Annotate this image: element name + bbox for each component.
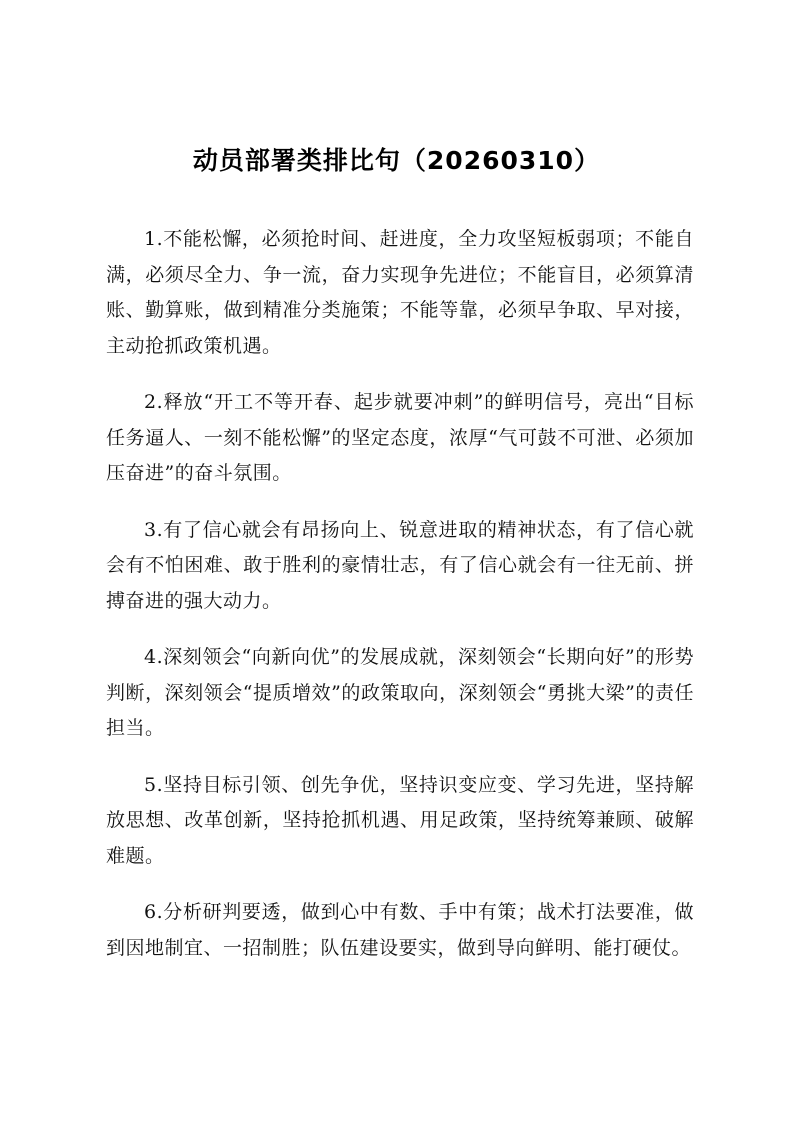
- paragraph-4: 4.深刻领会“向新向优”的发展成就，深刻领会“长期向好”的形势判断，深刻领会“提质增效”的政策取向，深刻领会“勇挑大梁”的责任担当。: [106, 646, 694, 739]
- paragraph-6: 6.分析研判要透，做到心中有数、手中有策；战术打法要准，做到因地制宜、一招制胜；队伍建设要实，做到导向鲜明、能打硬仗。: [106, 901, 694, 959]
- paragraph-5: 5.坚持目标引领、创先争优，坚持识变应变、学习先进，坚持解放思想、改革创新，坚持抢抓机遇、用足政策，坚持统筹兼顾、破解难题。: [106, 773, 694, 867]
- paragraph-1: 1.不能松懈，必须抢时间、赶进度，全力攻坚短板弱项；不能自满，必须尽全力、争一流，奋力实现争先进位；不能盲目，必须算清账、勤算账，做到精准分类施策；不能等靠，必须早争取、早对接，主动抢抓政策机遇。: [106, 228, 694, 357]
- paragraph-2: 2.释放“开工不等开春、起步就要冲刺”的鲜明信号，亮出“目标任务逼人、一刻不能松懈”的坚定态度，浓厚“气可鼓不可泄、必须加压奋进”的奋斗氛围。: [106, 391, 694, 484]
- document-title: 动员部署类排比句（20260310）: [192, 146, 601, 175]
- document-body: [106, 222, 694, 987]
- paragraph-3: 3.有了信心就会有昂扬向上、锐意进取的精神状态，有了信心就会有不怕困难、敢于胜利的豪情壮志，有了信心就会有一往无前、拼搏奋进的强大动力。: [106, 518, 694, 612]
